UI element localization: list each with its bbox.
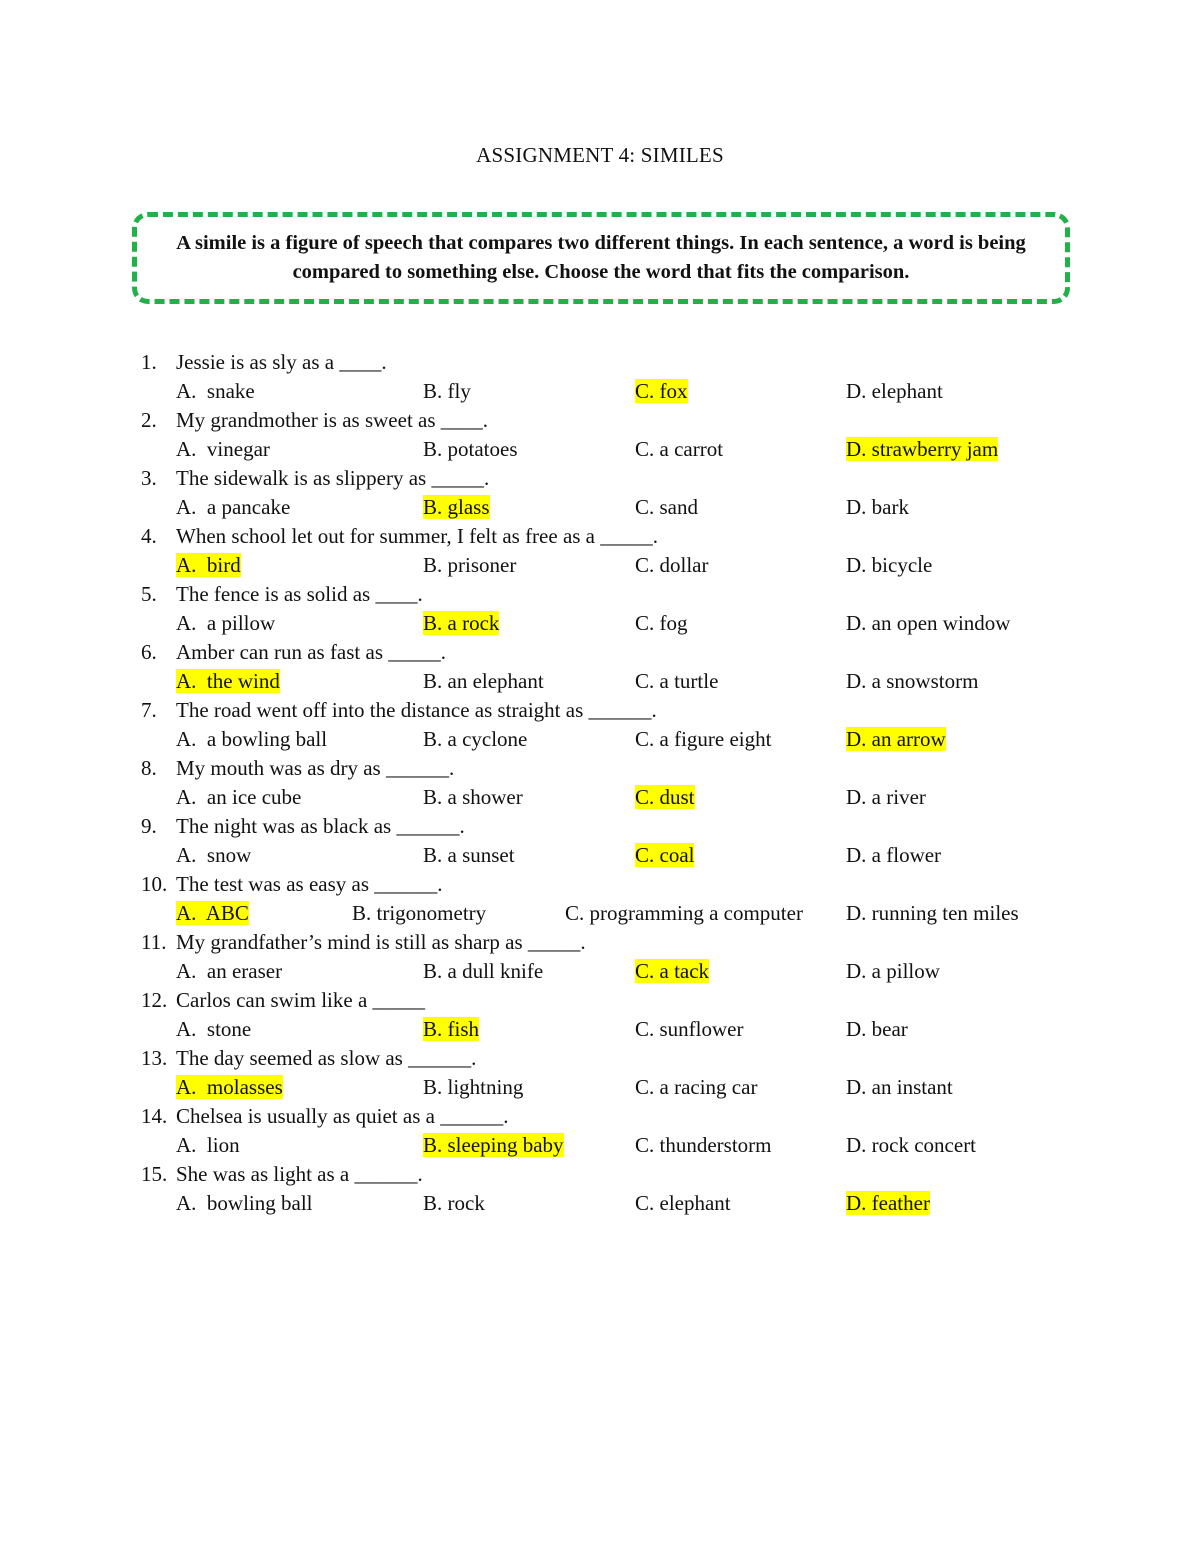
question-stem: Carlos can swim like a _____ [176,988,426,1012]
option-b[interactable] [423,841,515,870]
question-number: 6. [141,640,157,664]
question-number: 9. [141,814,157,838]
option-c[interactable] [635,1073,757,1102]
options-row [0,783,1200,812]
option-b[interactable] [423,1131,564,1160]
option-a[interactable] [176,957,282,986]
option-a-label: A. vinegar [176,437,270,461]
question-number: 3. [141,466,157,490]
option-c[interactable] [635,957,709,986]
option-c-label: C. dollar [635,553,709,577]
option-b[interactable] [423,957,543,986]
option-b-label: B. a dull knife [423,959,544,983]
option-b-label: B. rock [423,1191,485,1215]
question-row [0,464,1200,493]
option-b[interactable] [423,493,490,522]
option-d-label: D. a pillow [846,959,940,983]
option-a-label: A. lion [176,1133,240,1157]
options-row [0,1073,1200,1102]
question-stem: My mouth was as dry as ______. [176,756,455,780]
option-c-label: C. thunderstorm [635,1133,772,1157]
option-c[interactable] [565,899,803,928]
option-a-label: A. stone [176,1017,252,1041]
option-b-label-answer: B. a rock [423,611,500,635]
option-b[interactable] [423,609,499,638]
option-a[interactable] [176,377,255,406]
question-stem: Jessie is as sly as a ____. [176,350,387,374]
option-d-label: D. elephant [846,379,943,403]
option-b-label-answer: B. fish [423,1017,480,1041]
option-a[interactable] [176,725,327,754]
option-c-label: C. a carrot [635,437,724,461]
option-a[interactable] [176,899,249,928]
option-a-label: A. a pancake [176,495,291,519]
question-number: 1. [141,350,157,374]
option-d-label: D. bark [846,495,909,519]
option-d[interactable] [846,1189,930,1218]
question-row [0,348,1200,377]
question-number: 5. [141,582,157,606]
option-d[interactable] [846,1073,953,1102]
option-a-label: A. snow [176,843,252,867]
option-b[interactable] [423,1189,485,1218]
options-row [0,725,1200,754]
option-b[interactable] [423,1073,523,1102]
option-c-label: C. programming a computer [565,901,803,925]
option-d[interactable] [846,899,1019,928]
question-stem: The fence is as solid as ____. [176,582,423,606]
option-d[interactable] [846,551,932,580]
option-c-label-answer: C. dust [635,785,695,809]
question-stem: My grandmother is as sweet as ____. [176,408,489,432]
question-row [0,638,1200,667]
options-row [0,377,1200,406]
instruction-text: A simile is a figure of speech that compares two different things. In each sentence, a word is being compared to something else. Choose the word that fits the comparison. [176,232,1026,283]
option-b-label: B. potatoes [423,437,518,461]
option-b[interactable] [423,725,527,754]
option-c[interactable] [635,551,709,580]
option-c[interactable] [635,841,694,870]
option-c[interactable] [635,783,695,812]
option-a[interactable] [176,1015,251,1044]
question-number: 8. [141,756,157,780]
option-c-label: C. fog [635,611,688,635]
option-b-label: B. a cyclone [423,727,528,751]
question-row [0,696,1200,725]
option-d-label: D. an open window [846,611,1011,635]
option-b[interactable] [423,783,523,812]
options-row [0,1131,1200,1160]
option-d-label-answer: D. feather [846,1191,930,1215]
question-stem: The sidewalk is as slippery as _____. [176,466,490,490]
option-b[interactable] [423,551,516,580]
options-row [0,957,1200,986]
option-c[interactable] [635,435,723,464]
question-stem: She was as light as a ______. [176,1162,423,1186]
option-d-label: D. a flower [846,843,942,867]
option-b-label: B. lightning [423,1075,524,1099]
options-row [0,609,1200,638]
question-row [0,580,1200,609]
options-row [0,435,1200,464]
options-row [0,841,1200,870]
question-row [0,1044,1200,1073]
option-c-label: C. a turtle [635,669,719,693]
option-c[interactable] [635,1131,772,1160]
option-a-label-answer: A. molasses [176,1075,283,1099]
question-row [0,1102,1200,1131]
option-d-label: D. running ten miles [846,901,1019,925]
option-c[interactable] [635,377,688,406]
options-row [0,1015,1200,1044]
question-stem: When school let out for summer, I felt as free as a _____. [176,524,659,548]
option-b[interactable] [352,899,486,928]
option-a-label: A. snake [176,379,255,403]
question-row [0,522,1200,551]
option-d-label-answer: D. an arrow [846,727,946,751]
option-a-label: A. an eraser [176,959,283,983]
question-number: 12. [141,988,168,1012]
question-row [0,870,1200,899]
question-stem: The test was as easy as ______. [176,872,443,896]
question-number: 4. [141,524,157,548]
option-a-label: A. a bowling ball [176,727,328,751]
option-a-label: A. an ice cube [176,785,302,809]
options-row [0,1189,1200,1218]
option-c[interactable] [635,667,718,696]
option-c-label-answer: C. fox [635,379,688,403]
question-stem: Chelsea is usually as quiet as a ______. [176,1104,509,1128]
option-a[interactable] [176,609,275,638]
option-d-label: D. an instant [846,1075,953,1099]
question-number: 2. [141,408,157,432]
question-stem: The day seemed as slow as ______. [176,1046,477,1070]
option-b-label: B. a shower [423,785,523,809]
option-c-label: C. a racing car [635,1075,758,1099]
option-d[interactable] [846,435,998,464]
option-d[interactable] [846,725,946,754]
option-d-label: D. bear [846,1017,908,1041]
option-a-label-answer: A. the wind [176,669,280,693]
option-a[interactable] [176,841,251,870]
question-row [0,928,1200,957]
question-list [0,348,1200,1218]
question-stem: The night was as black as ______. [176,814,465,838]
option-c[interactable] [635,609,688,638]
options-row [0,551,1200,580]
option-b[interactable] [423,1015,479,1044]
options-row [0,493,1200,522]
option-d[interactable] [846,957,940,986]
page-title: ASSIGNMENT 4: SIMILES [476,143,724,167]
option-b-label: B. prisoner [423,553,517,577]
question-row [0,986,1200,1015]
option-d[interactable] [846,609,1010,638]
option-d-label-answer: D. strawberry jam [846,437,999,461]
option-a[interactable] [176,1073,283,1102]
option-a[interactable] [176,1131,240,1160]
option-d-label: D. bicycle [846,553,933,577]
option-c-label-answer: C. a tack [635,959,710,983]
option-d[interactable] [846,493,909,522]
option-a[interactable] [176,667,280,696]
question-stem: My grandfather’s mind is still as sharp as _____. [176,930,586,954]
question-number: 15. [141,1162,168,1186]
question-row [0,812,1200,841]
option-c[interactable] [635,1189,731,1218]
option-c[interactable] [635,1015,744,1044]
option-d[interactable] [846,667,978,696]
option-c-label: C. a figure eight [635,727,772,751]
option-b[interactable] [423,435,518,464]
option-a-label: A. bowling ball [176,1191,313,1215]
question-row [0,406,1200,435]
option-d-label: D. a river [846,785,926,809]
option-c[interactable] [635,725,771,754]
option-b-label: B. an elephant [423,669,544,693]
option-b[interactable] [423,377,471,406]
question-number: 10. [141,872,168,896]
option-a-label-answer: A. bird [176,553,241,577]
option-c-label: C. elephant [635,1191,731,1215]
question-stem: The road went off into the distance as straight as ______. [176,698,657,722]
option-b-label: B. fly [423,379,471,403]
option-b-label-answer: B. glass [423,495,490,519]
question-stem: Amber can run as fast as _____. [176,640,447,664]
option-a[interactable] [176,1189,313,1218]
question-row [0,1160,1200,1189]
option-d[interactable] [846,1131,976,1160]
option-c-label-answer: C. coal [635,843,695,867]
option-b-label-answer: B. sleeping baby [423,1133,564,1157]
option-c-label: C. sunflower [635,1017,744,1041]
option-a[interactable] [176,783,301,812]
option-a[interactable] [176,493,290,522]
option-c-label: C. sand [635,495,698,519]
option-d[interactable] [846,841,941,870]
question-row [0,754,1200,783]
question-number: 11. [141,930,167,954]
options-row [0,899,1200,928]
option-a-label: A. a pillow [176,611,276,635]
option-d[interactable] [846,377,943,406]
question-number: 14. [141,1104,168,1128]
question-number: 13. [141,1046,168,1070]
options-row [0,667,1200,696]
option-b-label: B. trigonometry [352,901,487,925]
option-b[interactable] [423,667,544,696]
option-b-label: B. a sunset [423,843,515,867]
option-c[interactable] [635,493,698,522]
option-d[interactable] [846,783,926,812]
option-a[interactable] [176,435,270,464]
option-a-label-answer: A. ABC [176,901,249,925]
option-d-label: D. rock concert [846,1133,977,1157]
question-number: 7. [141,698,157,722]
option-d[interactable] [846,1015,908,1044]
option-d-label: D. a snowstorm [846,669,979,693]
instruction-box [132,212,1070,304]
option-a[interactable] [176,551,241,580]
